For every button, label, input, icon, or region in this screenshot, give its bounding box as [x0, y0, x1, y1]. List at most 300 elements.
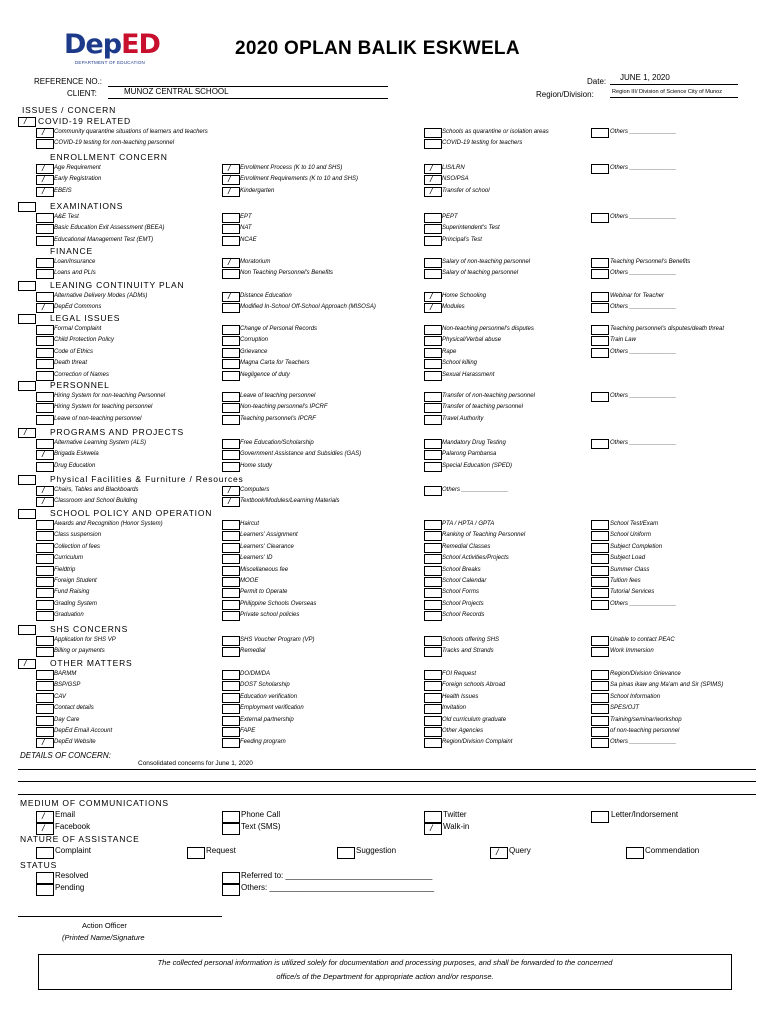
checkbox-rape[interactable]: [424, 348, 442, 358]
signature-line[interactable]: [18, 916, 222, 917]
checkbox-negligence-of-duty[interactable]: [222, 371, 240, 381]
option-label: Miscellaneous fee: [240, 566, 289, 573]
checkbox-teaching-personnel-s-disputes-death-thre[interactable]: [591, 325, 609, 335]
check-mark-icon: /: [42, 163, 45, 173]
nature-option-label: Complaint: [55, 846, 92, 855]
option-label: Salary of non-teaching personnel: [442, 259, 531, 265]
checkbox-awards-and-recognition-honor-system[interactable]: [36, 520, 54, 530]
option-label: Change of Personal Records: [240, 326, 318, 332]
checkbox-salary-of-non-teaching-personnel[interactable]: [424, 258, 442, 268]
option-label: BSP/GSP: [54, 682, 81, 689]
checkbox-computers[interactable]: [222, 486, 240, 496]
check-mark-icon: /: [430, 163, 433, 173]
option-label: Formal Complaint: [54, 326, 102, 332]
option-label: Invitation: [442, 705, 467, 712]
checkbox-lis-lrn[interactable]: [424, 164, 442, 174]
details-line-3[interactable]: [18, 794, 756, 795]
checkbox-non-teaching-personnel-s-benefits[interactable]: [222, 269, 240, 279]
checkbox-textbook-modules-learning-materials[interactable]: [222, 497, 240, 507]
checkbox-subject-completion[interactable]: [591, 543, 609, 553]
region-field[interactable]: [610, 97, 738, 98]
others-status-field[interactable]: Others: _____________________________________: [241, 883, 435, 892]
check-mark-icon: /: [430, 291, 433, 301]
logo-ed: ED: [121, 29, 160, 60]
option-label: Learners' Assignment: [240, 532, 298, 539]
checkbox-loans-and-plis[interactable]: [36, 269, 54, 279]
checkbox-mooe[interactable]: [222, 577, 240, 587]
checkbox-education-verification[interactable]: [222, 693, 240, 703]
checkbox-transfer-of-non-teaching-personnel[interactable]: [424, 392, 442, 402]
checkbox-chairs-tables-and-blackboards[interactable]: [36, 486, 54, 496]
section-checkbox-personnel[interactable]: [18, 381, 36, 391]
option-label: School Records: [442, 612, 485, 619]
option-label: Salary of teaching personnel: [442, 270, 519, 277]
option-label: Modules: [442, 304, 465, 311]
option-label: EPT: [240, 214, 252, 220]
checkbox-billing-or-payments[interactable]: [36, 647, 54, 657]
check-mark-icon: /: [42, 185, 45, 196]
checkbox-other-agencies[interactable]: [424, 727, 442, 737]
checkbox-work-immersion[interactable]: [591, 647, 609, 657]
checkbox-physical-verbal-abuse[interactable]: [424, 336, 442, 346]
checkbox-summer-class[interactable]: [591, 566, 609, 576]
option-label: Schools offering SHS: [442, 637, 500, 643]
checkbox-learners-assignment[interactable]: [222, 531, 240, 541]
checkbox-tutorial-services[interactable]: [591, 588, 609, 598]
checkbox-hiring-system-for-non-teaching-personnel[interactable]: [36, 392, 54, 402]
checkbox-grading-system[interactable]: [36, 600, 54, 610]
option-label: Special Education (SPED): [442, 462, 513, 469]
option-label: Loans and PLIs: [54, 270, 96, 277]
checkbox-external-partnership[interactable]: [222, 716, 240, 726]
checkbox-learners-clearance[interactable]: [222, 543, 240, 553]
checkbox-collection-of-fees[interactable]: [36, 543, 54, 553]
checkbox-child-protection-policy[interactable]: [36, 336, 54, 346]
checkbox-school-forms[interactable]: [424, 588, 442, 598]
checkbox-home-schooling[interactable]: [424, 292, 442, 302]
checkbox-others[interactable]: [591, 303, 609, 313]
option-label: Educational Management Test (EMT): [54, 236, 154, 243]
checkbox-bsp-gsp[interactable]: [36, 681, 54, 691]
checkbox-government-assistance-and-subsidies-gas[interactable]: [222, 450, 240, 460]
section-checkbox-programs-and-projects[interactable]: [18, 428, 36, 438]
checkbox-contact-details[interactable]: [36, 704, 54, 714]
section-heading-leaning-continuity-plan: LEANING CONTINUITY PLAN: [50, 280, 185, 290]
checkbox-distance-education[interactable]: [222, 292, 240, 302]
checkbox-health-issues[interactable]: [424, 693, 442, 703]
checkbox-schools-as-quarantine-or-isolation-areas[interactable]: [424, 128, 442, 138]
section-checkbox-physical-facilities-furniture-resources[interactable]: [18, 475, 36, 485]
option-label: Magna Carta for Teachers: [240, 360, 310, 367]
checkbox-others[interactable]: [591, 600, 609, 610]
referred-checkbox[interactable]: [222, 872, 240, 884]
checkbox-webinar-for-teacher[interactable]: [591, 292, 609, 302]
section-checkbox-other-matters[interactable]: [18, 659, 36, 669]
checkbox-graduation[interactable]: [36, 611, 54, 621]
checkbox-deped-email-account[interactable]: [36, 727, 54, 737]
checkbox-a-e-test[interactable]: [36, 213, 54, 223]
checkbox-principal-s-test[interactable]: [424, 236, 442, 246]
option-label: Private school policies: [240, 612, 300, 619]
details-label: DETAILS OF CONCERN:: [20, 751, 111, 760]
checkbox-magna-carta-for-teachers[interactable]: [222, 359, 240, 369]
check-mark-icon: /: [496, 847, 499, 857]
checkbox-sexual-harassment[interactable]: [424, 371, 442, 381]
option-label: Palarong Pambansa: [442, 451, 497, 458]
option-label: Travel Authority: [442, 415, 484, 422]
checkbox-feeding-program[interactable]: [222, 738, 240, 748]
option-label: Webinar for Teacher: [610, 293, 665, 299]
logo-dep: Dep: [64, 29, 122, 60]
checkbox-remedial[interactable]: [222, 647, 240, 657]
checkbox-tracks-and-strands[interactable]: [424, 647, 442, 657]
checkbox-school-test-exam[interactable]: [591, 520, 609, 530]
check-mark-icon: /: [42, 823, 45, 833]
checkbox-covid-19-testing-for-non-teaching-person[interactable]: [36, 139, 54, 149]
option-label: Mandatory Drug Testing: [442, 440, 506, 446]
checkbox-home-study[interactable]: [222, 462, 240, 472]
checkbox-others[interactable]: [591, 392, 609, 402]
checkbox-permit-to-operate[interactable]: [222, 588, 240, 598]
option-label: Fieldtrip: [54, 566, 76, 573]
checkbox-travel-authority[interactable]: [424, 415, 442, 425]
checkbox-free-education-scholarship[interactable]: [222, 439, 240, 449]
section-checkbox-leaning-continuity-plan[interactable]: [18, 281, 36, 291]
checkbox-foreign-student[interactable]: [36, 577, 54, 587]
pending-label: Pending: [55, 883, 85, 892]
nature-checkbox-commendation[interactable]: [626, 847, 644, 859]
checkbox-code-of-ethics[interactable]: [36, 348, 54, 358]
client-field[interactable]: [108, 98, 388, 99]
option-label: Permit to Operate: [240, 589, 288, 596]
option-label: Early Registration: [54, 176, 102, 183]
option-label: Teaching personnel's IPCRF: [240, 415, 316, 422]
date-field[interactable]: [610, 84, 738, 85]
checkbox-nat[interactable]: [222, 224, 240, 234]
checkbox-sa-pinas-ikaw-ang-ma-am-and-sir-spims[interactable]: [591, 681, 609, 691]
checkbox-non-teaching-personnel-s-disputes[interactable]: [424, 325, 442, 335]
option-label: Education verification: [240, 693, 298, 700]
option-label: Training/seminar/workshop: [610, 716, 682, 723]
checkbox-others[interactable]: [591, 738, 609, 748]
check-mark-icon: /: [42, 449, 45, 460]
option-label: Train Law: [610, 337, 636, 344]
check-mark-icon: /: [228, 291, 231, 301]
option-label: Contact details: [54, 705, 94, 712]
option-label: Application for SHS VP: [54, 637, 116, 643]
section-checkbox-school-policy-and-operation[interactable]: [18, 509, 36, 519]
checkbox-barmm[interactable]: [36, 670, 54, 680]
checkbox-transfer-of-school[interactable]: [424, 187, 442, 197]
checkbox-ncae[interactable]: [222, 236, 240, 246]
option-label: Subject Load: [610, 555, 646, 562]
others-status-checkbox[interactable]: [222, 884, 240, 896]
medium-checkbox-walk-in[interactable]: [424, 823, 442, 835]
option-label: Tracks and Strands: [442, 648, 494, 655]
option-label: Non-teaching personnel's IPCRF: [240, 404, 328, 411]
option-label: Tutorial Services: [610, 589, 655, 596]
checkbox-drug-education[interactable]: [36, 462, 54, 472]
option-label: Grievance: [240, 348, 268, 355]
checkbox-school-information[interactable]: [591, 693, 609, 703]
medium-checkbox-phone-call[interactable]: [222, 811, 240, 823]
option-label: External partnership: [240, 716, 294, 723]
option-label: School killing: [442, 360, 478, 367]
checkbox-schools-offering-shs[interactable]: [424, 636, 442, 646]
check-mark-icon: /: [430, 823, 433, 833]
option-label: Old curriculum graduate: [442, 716, 507, 723]
checkbox-others[interactable]: [591, 439, 609, 449]
checkbox-fieldtrip[interactable]: [36, 566, 54, 576]
option-label: Billing or payments: [54, 648, 105, 655]
option-label: Others ______________: [610, 440, 677, 446]
checkbox-alternative-learning-system-als[interactable]: [36, 439, 54, 449]
section-checkbox-shs-concerns[interactable]: [18, 625, 36, 635]
checkbox-miscellaneous-fee[interactable]: [222, 566, 240, 576]
checkbox-leave-of-teaching-personnel[interactable]: [222, 392, 240, 402]
option-label: School Calendar: [442, 578, 487, 584]
option-label: Grading System: [54, 600, 98, 607]
option-label: Child Protection Policy: [54, 337, 115, 344]
checkbox-foreign-schools-abroad[interactable]: [424, 681, 442, 691]
checkbox-shs-voucher-program-vp[interactable]: [222, 636, 240, 646]
section-checkbox-examinations[interactable]: [18, 202, 36, 212]
option-label: PEPT: [442, 214, 458, 220]
nature-checkbox-suggestion[interactable]: [337, 847, 355, 859]
section-checkbox-legal-issues[interactable]: [18, 314, 36, 324]
checkbox-train-law[interactable]: [591, 336, 609, 346]
checkbox-death-threat[interactable]: [36, 359, 54, 369]
section-heading-legal-issues: LEGAL ISSUES: [50, 313, 121, 323]
checkbox-teaching-personnel-s-benefits[interactable]: [591, 258, 609, 268]
option-label: Day Care: [54, 716, 80, 723]
checkbox-school-killing[interactable]: [424, 359, 442, 369]
nature-checkbox-request[interactable]: [187, 847, 205, 859]
checkbox-school-projects[interactable]: [424, 600, 442, 610]
option-label: Distance Education: [240, 293, 292, 299]
checkbox-basic-education-exit-assessment-beea[interactable]: [36, 224, 54, 234]
checkbox-early-registration[interactable]: [36, 175, 54, 185]
checkbox-curriculum[interactable]: [36, 554, 54, 564]
checkbox-pept[interactable]: [424, 213, 442, 223]
checkbox-private-school-policies[interactable]: [222, 611, 240, 621]
check-mark-icon: /: [228, 496, 231, 507]
checkbox-palarong-pambansa[interactable]: [424, 450, 442, 460]
checkbox-teaching-personnel-s-ipcrf[interactable]: [222, 415, 240, 425]
checkbox-kindergarten[interactable]: [222, 187, 240, 197]
checkbox-learners-id[interactable]: [222, 554, 240, 564]
checkbox-deped-website[interactable]: [36, 738, 54, 748]
checkbox-corruption[interactable]: [222, 336, 240, 346]
checkbox-nso-psa[interactable]: [424, 175, 442, 185]
medium-option-label: Twitter: [443, 810, 467, 819]
option-label: DO/DM/DA: [240, 671, 270, 677]
option-label: Non Teaching Personnel's Benefits: [240, 270, 333, 277]
checkbox-training-seminar-workshop[interactable]: [591, 716, 609, 726]
checkbox-deped-commons[interactable]: [36, 303, 54, 313]
checkbox-philippine-schools-overseas[interactable]: [222, 600, 240, 610]
option-label: Community quarantine situations of learners and teachers: [54, 129, 208, 135]
checkbox-alternative-delivery-modes-adms[interactable]: [36, 292, 54, 302]
option-label: LIS/LRN: [442, 165, 465, 171]
checkbox-foi-request[interactable]: [424, 670, 442, 680]
check-mark-icon: /: [24, 116, 27, 126]
option-label: Leave of non-teaching personnel: [54, 415, 142, 422]
option-label: A&E Test: [54, 214, 79, 220]
checkbox-formal-complaint[interactable]: [36, 325, 54, 335]
option-label: Negligence of duty: [240, 371, 290, 378]
checkbox-school-calendar[interactable]: [424, 577, 442, 587]
pending-checkbox[interactable]: [36, 884, 54, 896]
checkbox-class-suspension[interactable]: [36, 531, 54, 541]
checkbox-leave-of-non-teaching-personnel[interactable]: [36, 415, 54, 425]
check-mark-icon: /: [24, 658, 27, 668]
option-label: Haircut: [240, 521, 260, 527]
option-label: Schools as quarantine or isolation areas: [442, 129, 549, 135]
reference-label: REFERENCE NO.:: [34, 77, 103, 86]
option-label: Remedial Classes: [442, 543, 491, 550]
action-officer-label: Action Officer: [82, 921, 127, 930]
checkbox-others[interactable]: [424, 486, 442, 496]
checkbox-ept[interactable]: [222, 213, 240, 223]
checkbox-school-activities-projects[interactable]: [424, 554, 442, 564]
option-label: School Information: [610, 693, 661, 700]
checkbox-others[interactable]: [591, 128, 609, 138]
checkbox-school-breaks[interactable]: [424, 566, 442, 576]
checkbox-superintendent-s-test[interactable]: [424, 224, 442, 234]
checkbox-region-division-grievance[interactable]: [591, 670, 609, 680]
checkbox-ebeis[interactable]: [36, 187, 54, 197]
checkbox-region-division-complaint[interactable]: [424, 738, 442, 748]
checkbox-covid-19-testing-for-teachers[interactable]: [424, 139, 442, 149]
details-line-1[interactable]: [18, 769, 756, 770]
checkbox-others[interactable]: [591, 164, 609, 174]
option-label: Graduation: [54, 612, 84, 619]
check-mark-icon: /: [430, 302, 433, 313]
resolved-checkbox[interactable]: [36, 872, 54, 884]
option-label: Philippine Schools Overseas: [240, 600, 317, 607]
checkbox-non-teaching-personnel-s-ipcrf[interactable]: [222, 403, 240, 413]
checkbox-enrollment-process-k-to-10-and-shs[interactable]: [222, 164, 240, 174]
section-heading-finance: FINANCE: [50, 246, 93, 256]
section-heading-school-policy-and-operation: SCHOOL POLICY AND OPERATION: [50, 508, 213, 518]
option-label: EBEIS: [54, 187, 72, 194]
checkbox-haircut[interactable]: [222, 520, 240, 530]
option-label: Others ______________: [610, 270, 677, 277]
checkbox-others[interactable]: [591, 213, 609, 223]
checkbox-dost-scholarship[interactable]: [222, 681, 240, 691]
option-label: Hiring System for teaching personnel: [54, 404, 153, 411]
medium-checkbox-text-sms[interactable]: [222, 823, 240, 835]
checkbox-application-for-shs-vp[interactable]: [36, 636, 54, 646]
option-label: Remedial: [240, 648, 266, 655]
option-label: NAT: [240, 225, 252, 232]
medium-option-label: Email: [55, 810, 76, 819]
checkbox-school-uniform[interactable]: [591, 531, 609, 541]
checkbox-classroom-and-school-building[interactable]: [36, 497, 54, 507]
option-label: PTA / HPTA / GPTA: [442, 521, 495, 527]
check-mark-icon: /: [228, 185, 231, 196]
checkbox-school-records[interactable]: [424, 611, 442, 621]
option-label: Home Schooling: [442, 293, 487, 299]
option-label: Employment verification: [240, 705, 304, 712]
option-label: Chairs, Tables and Blackboards: [54, 487, 139, 493]
checkbox-modified-in-school-off-school-approach-m[interactable]: [222, 303, 240, 313]
nature-checkbox-query[interactable]: [490, 847, 508, 859]
checkbox-cav[interactable]: [36, 693, 54, 703]
details-line-2[interactable]: [18, 781, 756, 782]
option-label: COVID-19 testing for teachers: [442, 140, 523, 147]
checkbox-employment-verification[interactable]: [222, 704, 240, 714]
checkbox-invitation[interactable]: [424, 704, 442, 714]
option-label: Work Immersion: [610, 648, 654, 655]
section-heading-physical-facilities-furniture-resources: Physical Facilities & Furniture / Resources: [50, 474, 244, 484]
checkbox-subject-load[interactable]: [591, 554, 609, 564]
checkbox-educational-management-test-emt[interactable]: [36, 236, 54, 246]
checkbox-age-requirement[interactable]: [36, 164, 54, 174]
section-checkbox-covid-19-related[interactable]: [18, 117, 36, 127]
checkbox-unable-to-contact-peac[interactable]: [591, 636, 609, 646]
checkbox-of-non-teaching-personnel[interactable]: [591, 727, 609, 737]
option-label: DOST Scholarship: [240, 682, 290, 689]
checkbox-fape[interactable]: [222, 727, 240, 737]
option-label: Non-teaching personnel's disputes: [442, 326, 534, 332]
medium-checkbox-letter-indorsement[interactable]: [591, 811, 609, 823]
checkbox-others[interactable]: [591, 269, 609, 279]
checkbox-day-care[interactable]: [36, 716, 54, 726]
option-label: Subject Completion: [610, 543, 663, 550]
option-label: Teaching personnel's disputes/death threat: [610, 326, 725, 332]
option-label: Others ______________: [610, 214, 677, 220]
checkbox-tuition-fees[interactable]: [591, 577, 609, 587]
referred-field[interactable]: Referred to: _________________________________: [241, 871, 433, 880]
checkbox-modules[interactable]: [424, 303, 442, 313]
checkbox-pta-hpta-gpta[interactable]: [424, 520, 442, 530]
nature-heading: NATURE OF ASSISTANCE: [20, 834, 140, 844]
nature-checkbox-complaint[interactable]: [36, 847, 54, 859]
checkbox-special-education-sped[interactable]: [424, 462, 442, 472]
checkbox-hiring-system-for-teaching-personnel[interactable]: [36, 403, 54, 413]
checkbox-do-dm-da[interactable]: [222, 670, 240, 680]
checkbox-transfer-of-teaching-personnel[interactable]: [424, 403, 442, 413]
medium-checkbox-twitter[interactable]: [424, 811, 442, 823]
checkbox-spes-ojt[interactable]: [591, 704, 609, 714]
checkbox-ranking-of-teaching-personnel[interactable]: [424, 531, 442, 541]
check-mark-icon: /: [42, 127, 45, 137]
checkbox-community-quarantine-situations-of-learn[interactable]: [36, 128, 54, 138]
option-label: Principal's Test: [442, 236, 482, 243]
medium-checkbox-email[interactable]: [36, 811, 54, 823]
checkbox-moratorium[interactable]: [222, 258, 240, 268]
checkbox-enrollment-requirements-k-to-10-and-shs[interactable]: [222, 175, 240, 185]
checkbox-remedial-classes[interactable]: [424, 543, 442, 553]
checkbox-old-curriculum-graduate[interactable]: [424, 716, 442, 726]
checkbox-others[interactable]: [591, 348, 609, 358]
option-label: Code of Ethics: [54, 348, 94, 355]
option-label: NSO/PSA: [442, 176, 469, 183]
option-label: Ranking of Teaching Personnel: [442, 532, 526, 539]
checkbox-brigada-eskwela[interactable]: [36, 450, 54, 460]
checkbox-fund-raising[interactable]: [36, 588, 54, 598]
checkbox-salary-of-teaching-personnel[interactable]: [424, 269, 442, 279]
checkbox-mandatory-drug-testing[interactable]: [424, 439, 442, 449]
option-label: CAV: [54, 693, 67, 700]
check-mark-icon: /: [42, 174, 45, 185]
checkbox-loan-insurance[interactable]: [36, 258, 54, 268]
option-label: School Breaks: [442, 566, 481, 573]
checkbox-grievance[interactable]: [222, 348, 240, 358]
checkbox-change-of-personal-records[interactable]: [222, 325, 240, 335]
